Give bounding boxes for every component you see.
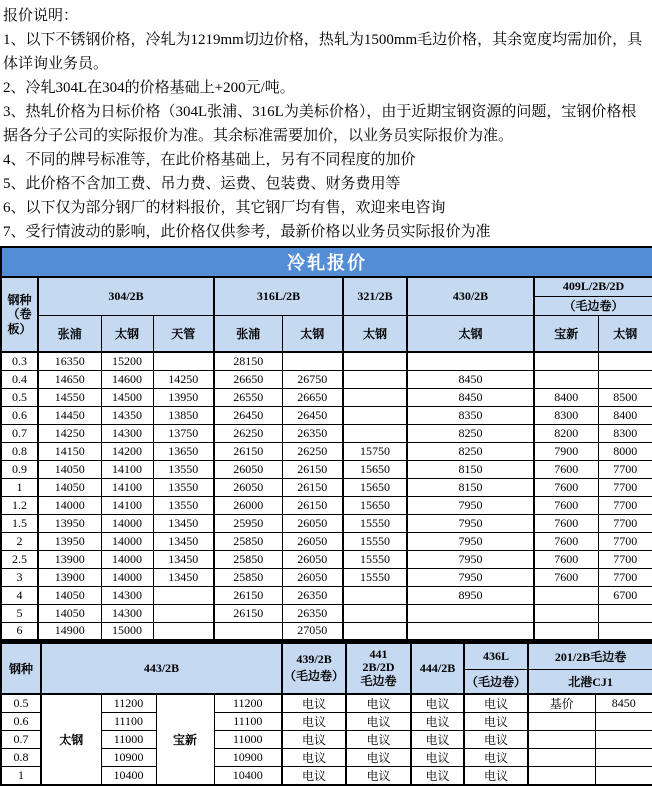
- thickness-cell: 2.5: [1, 550, 38, 568]
- price-cell: 15000: [101, 622, 153, 640]
- price-cell: 7900: [534, 442, 598, 460]
- price-cell: 8300: [534, 406, 598, 424]
- group-header-439-sublabel: （毛边卷）: [284, 669, 345, 684]
- price-cell: 电议: [464, 694, 528, 713]
- empty-cell: [595, 766, 652, 785]
- empty-cell: [343, 586, 407, 604]
- price-cell: 14000: [101, 550, 153, 568]
- price-cell: 电议: [464, 748, 528, 766]
- price-cell: 7600: [534, 460, 598, 478]
- group-header-316l-2b: 316L/2B: [214, 277, 343, 315]
- price-cell: 8150: [407, 478, 534, 496]
- price-cell: 电议: [411, 766, 464, 785]
- price-cell: 8450: [595, 694, 652, 713]
- thickness-cell: 0.5: [1, 694, 41, 713]
- mill-header-taigang-409: 太钢: [598, 315, 652, 352]
- thickness-cell: 1.5: [1, 514, 38, 532]
- price-cell: 14450: [38, 406, 101, 424]
- price-cell: 26650: [282, 388, 343, 406]
- price-cell: 14050: [38, 460, 101, 478]
- price-cell: 14000: [101, 514, 153, 532]
- price-cell: 27050: [282, 622, 343, 640]
- empty-cell: [534, 604, 598, 622]
- price-cell: 电议: [464, 730, 528, 748]
- price-cell: 15550: [343, 568, 407, 586]
- price-cell: 14050: [38, 586, 101, 604]
- group-header-443-2b: 443/2B: [41, 643, 282, 694]
- notes-heading: 报价说明：: [3, 8, 79, 24]
- price-cell: 8000: [598, 442, 652, 460]
- empty-cell: [534, 352, 598, 370]
- price-cell: 15550: [343, 532, 407, 550]
- thickness-cell: 0.8: [1, 748, 41, 766]
- ferritic-price-table: [0, 641, 652, 786]
- table-row: [1, 352, 652, 370]
- price-cell: 电议: [411, 694, 464, 713]
- price-cell: 10400: [101, 766, 156, 785]
- price-cell: 电议: [346, 748, 411, 766]
- price-cell: 7700: [598, 532, 652, 550]
- price-cell: 25850: [214, 568, 282, 586]
- price-cell: 8950: [407, 586, 534, 604]
- table1-body: [1, 352, 652, 640]
- table-row: [1, 370, 652, 388]
- group-header-row: [1, 277, 652, 296]
- empty-cell: [534, 622, 598, 640]
- price-cell: 电议: [464, 766, 528, 785]
- group-header-436l: 436L: [464, 643, 528, 670]
- price-cell: 14600: [101, 370, 153, 388]
- price-cell: 13550: [153, 478, 214, 496]
- price-cell: 28150: [214, 352, 282, 370]
- price-cell: 7600: [534, 532, 598, 550]
- price-cell: 15750: [343, 442, 407, 460]
- price-cell: 7700: [598, 550, 652, 568]
- price-cell: 26150: [214, 442, 282, 460]
- price-cell: 7950: [407, 514, 534, 532]
- group-subheader-409l-raw-edge: （毛边卷）: [534, 296, 652, 315]
- price-cell: 13950: [38, 514, 101, 532]
- price-cell: 14300: [101, 586, 153, 604]
- price-cell: 26150: [282, 496, 343, 514]
- table-row: [1, 532, 652, 550]
- empty-cell: [598, 370, 652, 388]
- price-cell: 6700: [598, 586, 652, 604]
- price-cell: 14000: [101, 532, 153, 550]
- notes-line: 5、此价格不含加工费、吊力费、运费、包装费、财务费用等: [3, 176, 401, 192]
- price-cell: 15200: [101, 352, 153, 370]
- price-cell: 13550: [153, 460, 214, 478]
- thickness-cell: 1: [1, 766, 41, 785]
- table2-body: [1, 694, 652, 785]
- price-cell: 电议: [346, 712, 411, 730]
- price-cell: 7950: [407, 532, 534, 550]
- notes-line: 7、受行情波动的影响，此价格仅供参考，最新价格以业务员实际报价为准: [3, 224, 491, 240]
- price-cell: 11100: [101, 712, 156, 730]
- price-cell: 26250: [214, 424, 282, 442]
- price-cell: 26350: [282, 424, 343, 442]
- thickness-cell: 0.3: [1, 352, 38, 370]
- price-cell: 14050: [38, 604, 101, 622]
- price-cell: 7600: [534, 496, 598, 514]
- mill-header-taigang-321: 太钢: [343, 315, 407, 352]
- price-cell: 15650: [343, 496, 407, 514]
- mill-header-baoxin-409: 宝新: [534, 315, 598, 352]
- group-subheader-436l-raw-edge: （毛边卷）: [464, 670, 528, 694]
- mill-header-taigang-316: 太钢: [282, 315, 343, 352]
- table-title-row: [1, 247, 652, 277]
- empty-cell: [528, 730, 595, 748]
- price-cell: 26050: [214, 478, 282, 496]
- price-cell: 电议: [282, 730, 346, 748]
- price-cell: 25850: [214, 550, 282, 568]
- price-cell: 8400: [598, 406, 652, 424]
- mill-header-tianguan-304: 天管: [153, 315, 214, 352]
- thickness-cell: 0.6: [1, 406, 38, 424]
- empty-cell: [343, 406, 407, 424]
- thickness-cell: 0.9: [1, 460, 38, 478]
- thickness-cell: 0.4: [1, 370, 38, 388]
- empty-cell: [153, 622, 214, 640]
- corner-header-steel-grade: 钢种（卷板）: [1, 277, 38, 352]
- price-cell: 13900: [38, 550, 101, 568]
- price-cell: 26650: [214, 370, 282, 388]
- price-cell: 14300: [101, 424, 153, 442]
- price-cell: 26150: [214, 604, 282, 622]
- group-header-439-label: 439/2B: [296, 651, 332, 666]
- empty-cell: [343, 352, 407, 370]
- price-cell: 14200: [101, 442, 153, 460]
- price-cell: 7950: [407, 568, 534, 586]
- thickness-cell: 4: [1, 586, 38, 604]
- table-row: [1, 622, 652, 640]
- price-cell: 13950: [38, 532, 101, 550]
- empty-cell: [343, 370, 407, 388]
- price-cell: 26050: [214, 460, 282, 478]
- price-cell: 13450: [153, 550, 214, 568]
- table-row: [1, 514, 652, 532]
- price-cell: 11200: [214, 694, 282, 713]
- price-cell: 26050: [282, 532, 343, 550]
- price-cell: 基价: [528, 694, 595, 713]
- mill-header-taigang-304: 太钢: [101, 315, 153, 352]
- corner-header-steel-grade-2: 钢种: [1, 643, 41, 694]
- group-header-441: [346, 643, 411, 694]
- empty-cell: [528, 712, 595, 730]
- price-cell: 11100: [214, 712, 282, 730]
- table-row: [1, 568, 652, 586]
- price-cell: 11000: [214, 730, 282, 748]
- empty-cell: [153, 352, 214, 370]
- table-row: [1, 550, 652, 568]
- empty-cell: [595, 748, 652, 766]
- table-row: [1, 478, 652, 496]
- notes-line: 3、热轧价格为日标价格（304L张浦、316L为美标价格），由于近期宝钢资源的问题，宝钢价格根据各分子公司的实际报价为准。其余标准需要加价，以业务员实际报价为准。: [3, 104, 637, 144]
- price-cell: 电议: [464, 712, 528, 730]
- price-cell: 13650: [153, 442, 214, 460]
- price-cell: 7600: [534, 568, 598, 586]
- mill-header-zhangpu-316: 张浦: [214, 315, 282, 352]
- price-cell: 8200: [534, 424, 598, 442]
- price-cell: 14100: [101, 496, 153, 514]
- group-header-304-2b: 304/2B: [38, 277, 214, 315]
- price-cell: 7700: [598, 496, 652, 514]
- price-cell: 14250: [38, 424, 101, 442]
- table-row: [1, 604, 652, 622]
- price-cell: 14650: [38, 370, 101, 388]
- price-cell: 15650: [343, 478, 407, 496]
- price-cell: 电议: [346, 730, 411, 748]
- thickness-cell: 2: [1, 532, 38, 550]
- empty-cell: [407, 604, 534, 622]
- thickness-cell: 1.2: [1, 496, 38, 514]
- price-cell: 15550: [343, 514, 407, 532]
- price-cell: 电议: [282, 712, 346, 730]
- price-cell: 25950: [214, 514, 282, 532]
- price-cell: 26450: [214, 406, 282, 424]
- price-cell: 26350: [282, 586, 343, 604]
- price-cell: 8500: [598, 388, 652, 406]
- price-cell: 电议: [411, 748, 464, 766]
- price-cell: 14900: [38, 622, 101, 640]
- mill-label-taigang: 太钢: [41, 694, 101, 785]
- price-cell: 8150: [407, 460, 534, 478]
- price-cell: 13900: [38, 568, 101, 586]
- price-cell: 7600: [534, 514, 598, 532]
- price-cell: 14300: [101, 604, 153, 622]
- price-cell: 25850: [214, 532, 282, 550]
- empty-cell: [343, 424, 407, 442]
- group-subheader-beigang-cj1: 北港CJ1: [528, 670, 652, 694]
- empty-cell: [153, 586, 214, 604]
- mill-header-row: [1, 315, 652, 352]
- group-header-430-2b: 430/2B: [407, 277, 534, 315]
- price-cell: 14000: [38, 496, 101, 514]
- price-cell: 14500: [101, 388, 153, 406]
- price-cell: 电议: [411, 730, 464, 748]
- price-cell: 14350: [101, 406, 153, 424]
- price-cell: 电议: [346, 766, 411, 785]
- thickness-cell: 3: [1, 568, 38, 586]
- notes-line: 4、不同的牌号标准等，在此价格基础上，另有不同程度的加价: [3, 152, 416, 168]
- thickness-cell: 0.7: [1, 730, 41, 748]
- price-cell: 8250: [407, 424, 534, 442]
- table-title: 冷轧报价: [1, 247, 652, 277]
- thickness-cell: 5: [1, 604, 38, 622]
- price-cell: 14100: [101, 478, 153, 496]
- group-header-441-line2: 2B/2D: [362, 660, 395, 675]
- empty-cell: [282, 352, 343, 370]
- table-row: [1, 442, 652, 460]
- price-cell: 13750: [153, 424, 214, 442]
- price-cell: 7950: [407, 550, 534, 568]
- price-cell: 26450: [282, 406, 343, 424]
- price-cell: 13450: [153, 568, 214, 586]
- price-cell: 10900: [101, 748, 156, 766]
- mill-header-zhangpu-304: 张浦: [38, 315, 101, 352]
- empty-cell: [598, 352, 652, 370]
- price-cell: 7700: [598, 514, 652, 532]
- price-cell: 电议: [346, 694, 411, 713]
- table-row: [1, 406, 652, 424]
- empty-cell: [153, 604, 214, 622]
- price-cell: 7600: [534, 478, 598, 496]
- empty-cell: [343, 604, 407, 622]
- empty-cell: [598, 622, 652, 640]
- price-cell: 7600: [534, 550, 598, 568]
- empty-cell: [534, 370, 598, 388]
- mill-label-baoxin: 宝新: [156, 694, 214, 785]
- price-cell: 26250: [282, 442, 343, 460]
- notes-line: 6、以下仅为部分钢厂的材料报价，其它钢厂均有售，欢迎来电咨询: [3, 200, 446, 216]
- group-header-441-line1: 441: [369, 646, 388, 661]
- empty-cell: [528, 748, 595, 766]
- empty-cell: [407, 352, 534, 370]
- price-cell: 13550: [153, 496, 214, 514]
- thickness-cell: 1: [1, 478, 38, 496]
- empty-cell: [343, 622, 407, 640]
- price-cell: 8400: [534, 388, 598, 406]
- price-cell: 14050: [38, 478, 101, 496]
- quotation-notes: [0, 0, 652, 246]
- mill-header-taigang-430: 太钢: [407, 315, 534, 352]
- price-cell: 26050: [282, 568, 343, 586]
- price-cell: 电议: [282, 694, 346, 713]
- price-cell: 8250: [407, 442, 534, 460]
- empty-cell: [343, 388, 407, 406]
- table-row: [1, 388, 652, 406]
- thickness-cell: 0.5: [1, 388, 38, 406]
- price-cell: 13850: [153, 406, 214, 424]
- price-cell: 10900: [214, 748, 282, 766]
- notes-line: 2、冷轧304L在304的价格基础上+200元/吨。: [3, 80, 295, 96]
- price-cell: 26000: [214, 496, 282, 514]
- price-cell: 26150: [282, 478, 343, 496]
- price-cell: 7700: [598, 478, 652, 496]
- group-header-321-2b: 321/2B: [343, 277, 407, 315]
- price-cell: 8350: [407, 406, 534, 424]
- price-cell: 26150: [214, 586, 282, 604]
- price-cell: 11000: [101, 730, 156, 748]
- price-cell: 26550: [214, 388, 282, 406]
- price-cell: 7950: [407, 496, 534, 514]
- empty-cell: [214, 622, 282, 640]
- empty-cell: [595, 730, 652, 748]
- table-row: [1, 460, 652, 478]
- price-cell: 7700: [598, 568, 652, 586]
- empty-cell: [534, 586, 598, 604]
- thickness-cell: 0.7: [1, 424, 38, 442]
- group-header-439-2b: [282, 643, 346, 694]
- price-cell: 16350: [38, 352, 101, 370]
- price-cell: 26150: [282, 460, 343, 478]
- thickness-cell: 0.6: [1, 712, 41, 730]
- price-cell: 13450: [153, 532, 214, 550]
- empty-cell: [407, 622, 534, 640]
- price-cell: 14250: [153, 370, 214, 388]
- group-header-409l: 409L/2B/2D: [534, 277, 652, 296]
- price-cell: 8450: [407, 388, 534, 406]
- price-cell: 26050: [282, 514, 343, 532]
- price-cell: 14550: [38, 388, 101, 406]
- table-row: [1, 586, 652, 604]
- price-cell: 14000: [101, 568, 153, 586]
- price-cell: 13950: [153, 388, 214, 406]
- group-header-row-2: [1, 643, 652, 670]
- group-header-441-line3: 毛边卷: [360, 674, 397, 689]
- price-cell: 13450: [153, 514, 214, 532]
- empty-cell: [598, 604, 652, 622]
- table-row: [1, 694, 652, 713]
- thickness-cell: 0.8: [1, 442, 38, 460]
- notes-line: 1、以下不锈钢价格，冷轧为1219mm切边价格，热轧为1500mm毛边价格，其余宽度均需加价，具体详询业务员。: [3, 32, 643, 72]
- table-row: [1, 496, 652, 514]
- empty-cell: [595, 712, 652, 730]
- price-cell: 26350: [282, 604, 343, 622]
- thickness-cell: 6: [1, 622, 38, 640]
- price-cell: 15650: [343, 460, 407, 478]
- price-cell: 电议: [411, 712, 464, 730]
- group-header-201-2b: 201/2B毛边卷: [528, 643, 652, 670]
- price-cell: 电议: [282, 766, 346, 785]
- price-cell: 26050: [282, 550, 343, 568]
- price-cell: 电议: [282, 748, 346, 766]
- price-cell: 10400: [214, 766, 282, 785]
- price-cell: 7700: [598, 460, 652, 478]
- cold-rolled-price-table: [0, 246, 652, 641]
- price-cell: 26750: [282, 370, 343, 388]
- price-cell: 15550: [343, 550, 407, 568]
- table-row: [1, 424, 652, 442]
- price-cell: 14150: [38, 442, 101, 460]
- empty-cell: [528, 766, 595, 785]
- price-cell: 14100: [101, 460, 153, 478]
- group-header-444-2b: 444/2B: [411, 643, 464, 694]
- price-cell: 8300: [598, 424, 652, 442]
- price-cell: 8450: [407, 370, 534, 388]
- price-cell: 11200: [101, 694, 156, 713]
